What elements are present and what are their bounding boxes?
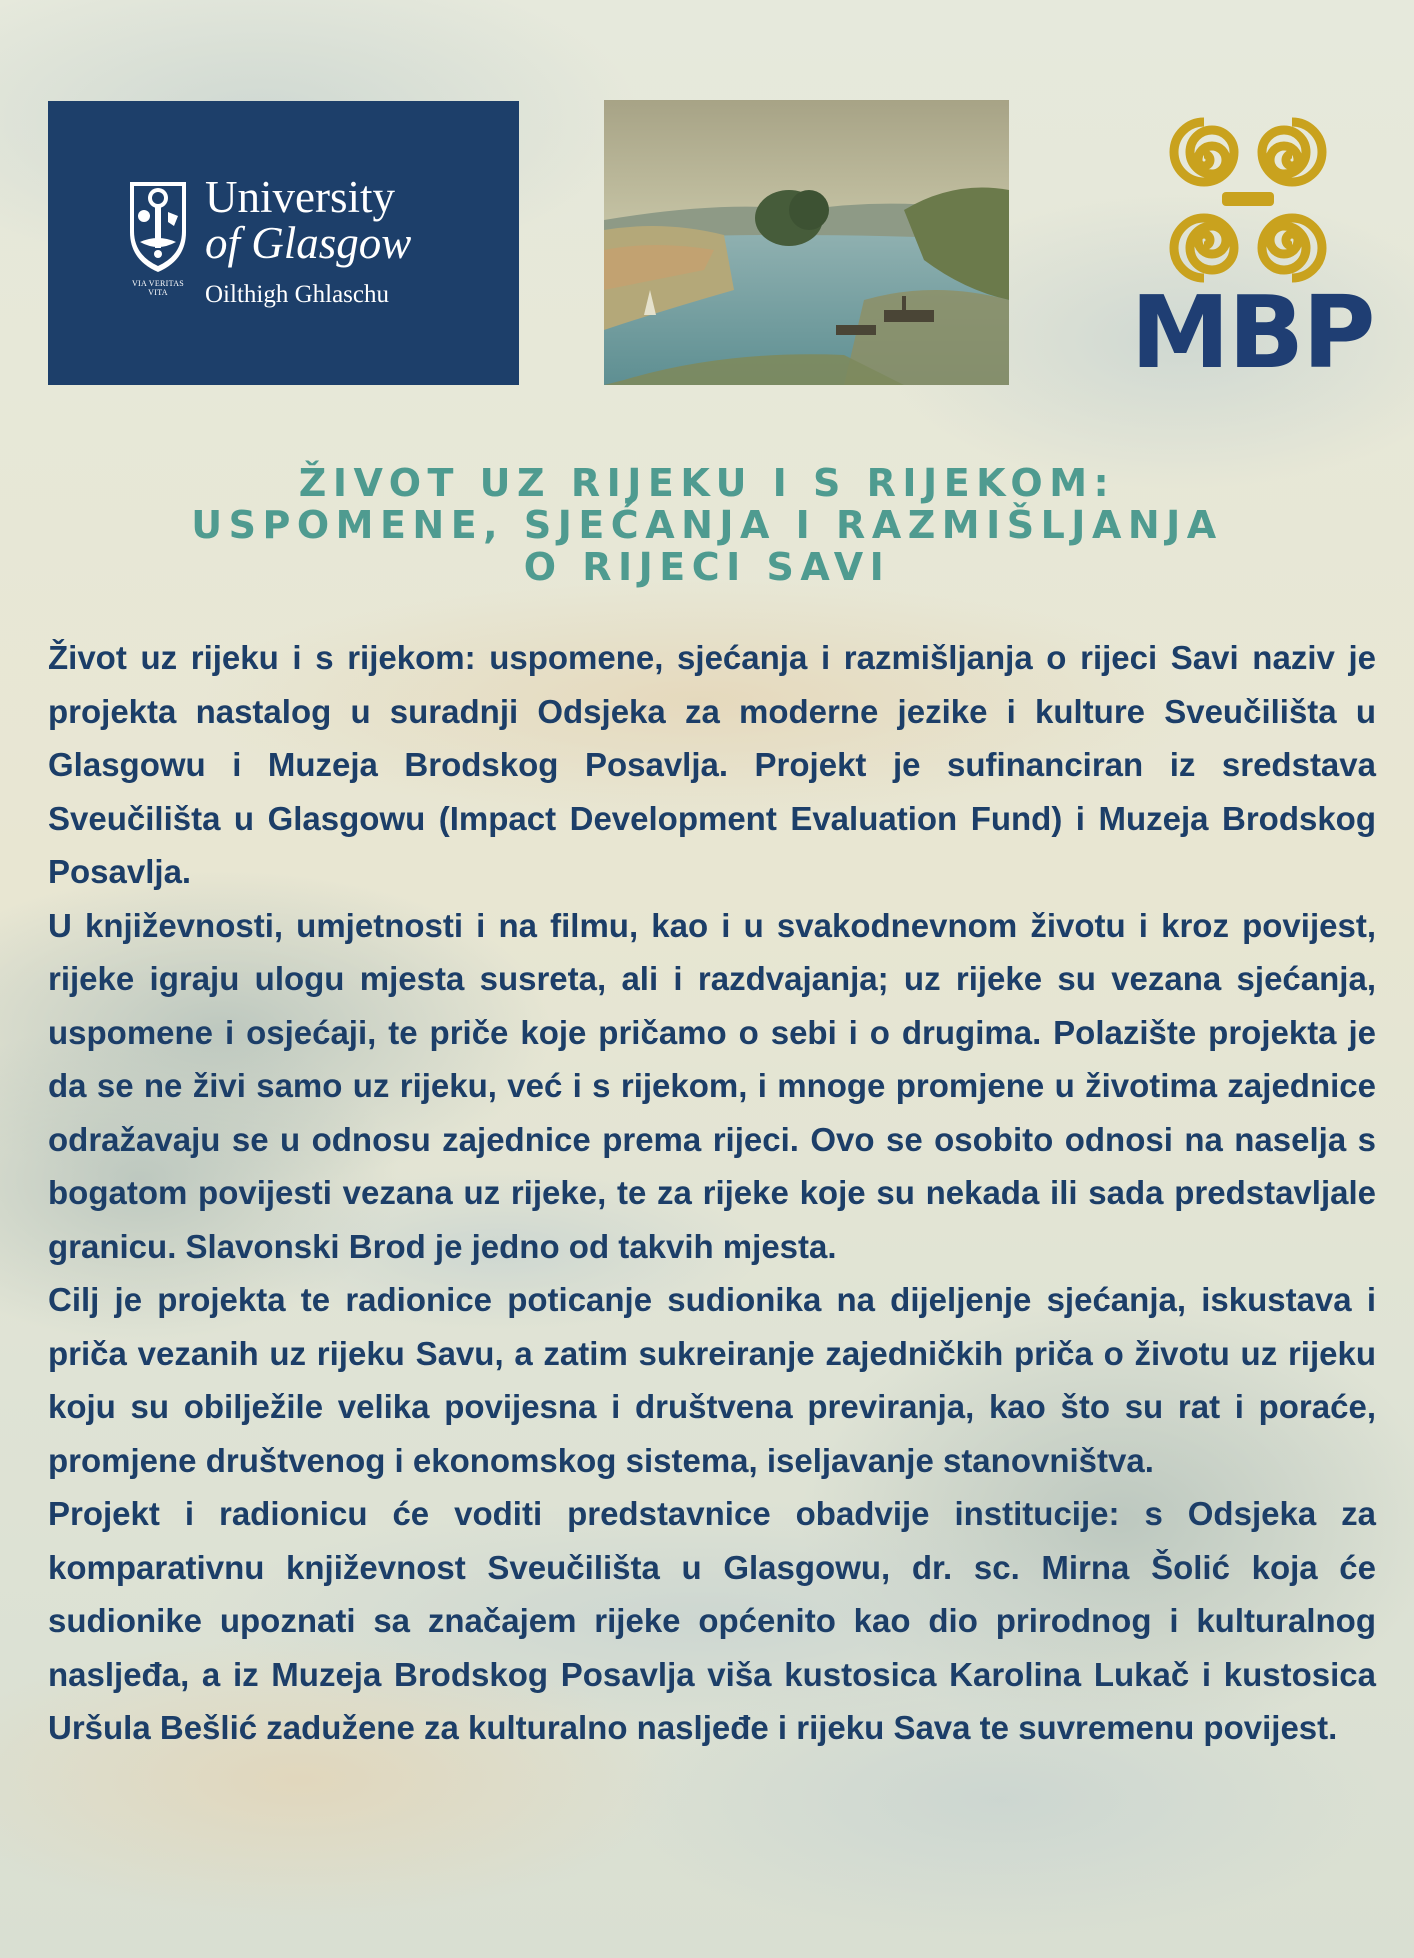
body-text xyxy=(48,631,1376,1755)
university-of-glasgow-logo xyxy=(48,101,519,385)
university-crest-icon xyxy=(126,176,190,276)
title-line-3: O RIJECI SAVI xyxy=(523,545,891,589)
page-title xyxy=(60,462,1354,588)
university-motto: VIA VERITAS VITA xyxy=(131,279,185,297)
title-line-1: ŽIVOT UZ RIJEKU I S RIJEKOM: xyxy=(298,461,1116,505)
paragraph-3: Cilj je projekta te radionice poticanje sudionika na dijeljenje sjećanja, iskustava i priča vezanih uz rijeku Savu, a zatim sukreiranje zajedničkih priča o životu uz rijeku koju su obilježile velika povijesna i društvena previranja, kao što su rat i poraće, promjene društvenog i ekonomskog sistema, iseljavanje stanovništva. xyxy=(48,1281,1376,1479)
title-line-2: USPOMENE, SJEĆANJA I RAZMIŠLJANJA xyxy=(191,503,1223,547)
mbp-logo-text: MBP xyxy=(1130,274,1374,391)
university-name-line1: University xyxy=(205,172,395,222)
university-gaelic-name: Oilthigh Ghlaschu xyxy=(205,281,390,308)
paragraph-2: U književnosti, umjetnosti i na filmu, kao i u svakodnevnom životu i kroz povijest, rijeke igraju ulogu mjesta susreta, ali i razdvajanja; uz rijeke su vezana sjećanja, uspomene i osjećaji, te priče koje pričamo o sebi i o drugima. Polazište projekta je da se ne živi samo uz rijeku, već i s rijekom, i mnoge promjene u životima zajednice odražavaju se u odnosu zajednice prema rijeci. Ovo se osobito odnosi na naselja s bogatom povijesti vezana uz rijeke, te za rijeke koje su nekada ili sada predstavljale granicu. Slavonski Brod je jedno od takvih mjesta. xyxy=(48,906,1376,1265)
river-landscape-painting-icon xyxy=(604,100,1009,385)
mbp-spiral-emblem-icon xyxy=(1160,100,1336,295)
university-name-line2: of Glasgow xyxy=(205,218,412,268)
paragraph-1: Život uz rijeku i s rijekom: uspomene, sjećanja i razmišljanja o rijeci Savi naziv je projekta nastalog u suradnji Odsjeka za moderne jezike i kulture Sveučilišta u Glasgowu i Muzeja Brodskog Posavlja. Projekt je sufinanciran iz sredstava Sveučilišta u Glasgowu (Impact Development Evaluation Fund) i Muzeja Brodskog Posavlja. xyxy=(48,639,1376,890)
paragraph-4: Projekt i radionicu će voditi predstavnice obadvije institucije: s Odsjeka za komparativnu književnost Sveučilišta u Glasgowu, dr. sc. Mirna Šolić koja će sudionike upoznati sa značajem rijeke općenito kao dio prirodnog i kulturalnog nasljeđa, a iz Muzeja Brodskog Posavlja viša kustosica Karolina Lukač i kustosica Uršula Bešlić zadužene za kulturalno nasljeđe i rijeku Sava te suvremenu povijest. xyxy=(48,1495,1376,1746)
